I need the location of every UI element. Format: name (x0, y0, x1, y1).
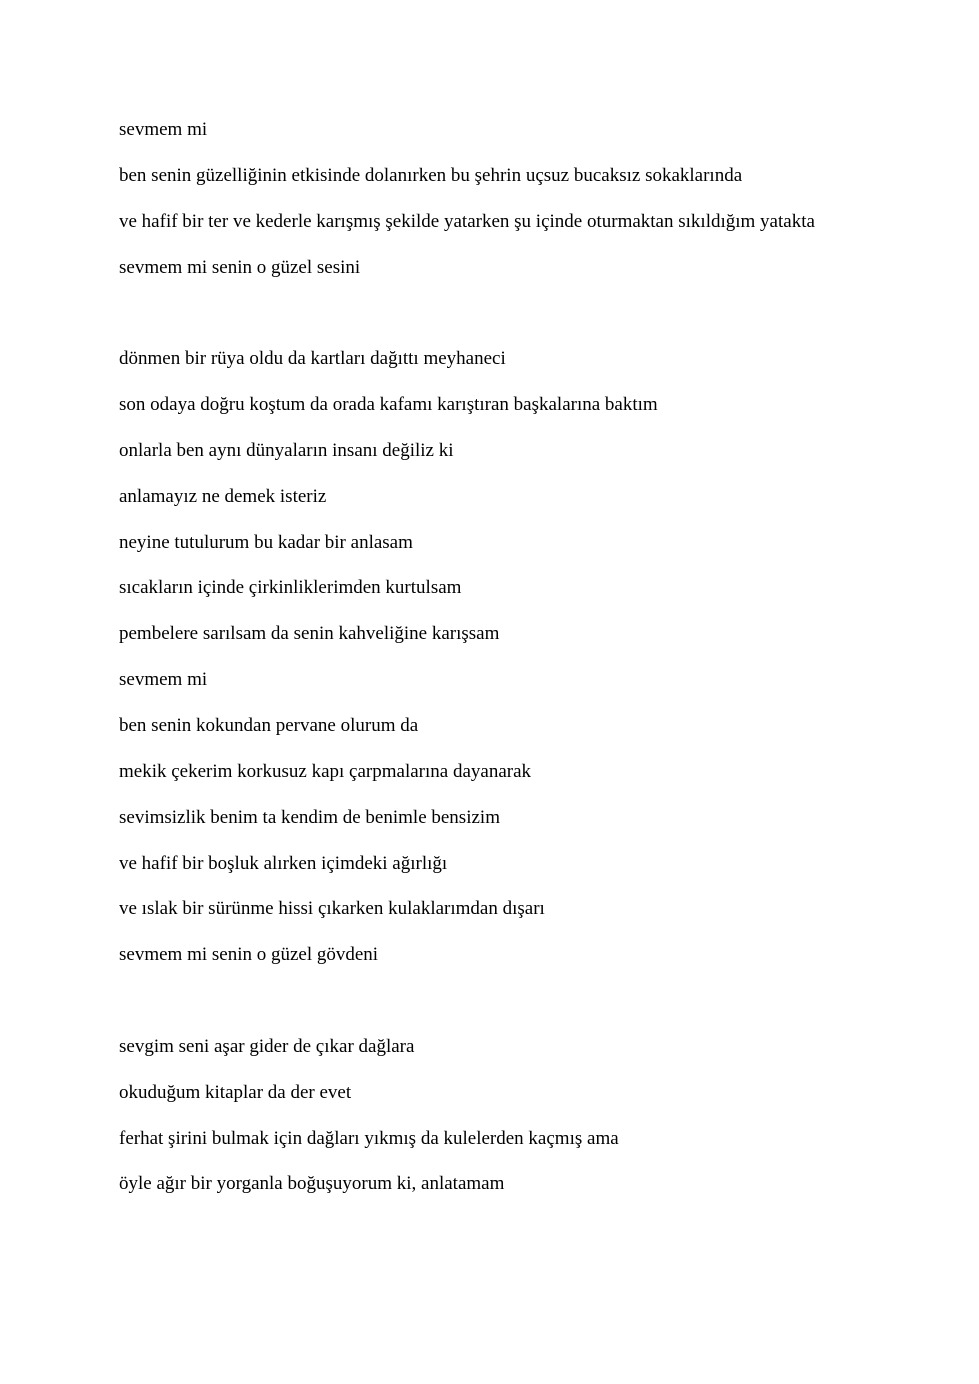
poem-line: mekik çekerim korkusuz kapı çarpmalarına dayanarak (119, 760, 532, 782)
poem-line: ben senin kokundan pervane olurum da (119, 714, 419, 736)
poem-line: okuduğum kitaplar da der evet (119, 1081, 352, 1103)
poem-line: sıcakların içinde çirkinliklerimden kurtulsam (119, 577, 462, 599)
poem-line: ve ıslak bir sürünme hissi çıkarken kulaklarımdan dışarı (119, 898, 545, 920)
stanza-3 (119, 1035, 939, 1218)
stanza-break (119, 301, 939, 347)
poem-body (119, 118, 939, 1218)
poem-line: ve hafif bir ter ve kederle karışmış şekilde yatarken şu içinde oturmaktan sıkıldığım yatakta (119, 210, 815, 232)
poem-line: ve hafif bir boşluk alırken içimdeki ağırlığı (119, 852, 448, 874)
poem-line: sevimsizlik benim ta kendim de benimle bensizim (119, 806, 500, 828)
poem-line: öyle ağır bir yorganla boğuşuyorum ki, anlatamam (119, 1173, 505, 1195)
poem-line: sevmem mi (119, 119, 208, 140)
poem-line: sevmem mi senin o güzel sesini (119, 256, 361, 278)
stanza-1 (119, 118, 939, 301)
poem-line: anlamayız ne demek isteriz (119, 485, 327, 507)
poem-line: sevmem mi (119, 669, 208, 691)
poem-line: neyine tutulurum bu kadar bir anlasam (119, 531, 413, 553)
poem-line: onlarla ben aynı dünyaların insanı değiliz ki (119, 439, 454, 461)
poem-line: sevgim seni aşar gider de çıkar dağlara (119, 1035, 415, 1057)
stanza-2 (119, 347, 939, 989)
poem-line: sevmem mi senin o güzel gövdeni (119, 944, 379, 966)
poem-line: ferhat şirini bulmak için dağları yıkmış da kulelerden kaçmış ama (119, 1127, 619, 1149)
poem-line: ben senin güzelliğinin etkisinde dolanırken bu şehrin uçsuz bucaksız sokaklarında (119, 164, 743, 186)
poem-line: pembelere sarılsam da senin kahveliğine karışsam (119, 623, 500, 645)
stanza-break (119, 989, 939, 1035)
poem-line: dönmen bir rüya oldu da kartları dağıttı meyhaneci (119, 348, 506, 370)
poem-line: son odaya doğru koştum da orada kafamı karıştıran başkalarına baktım (119, 394, 658, 416)
